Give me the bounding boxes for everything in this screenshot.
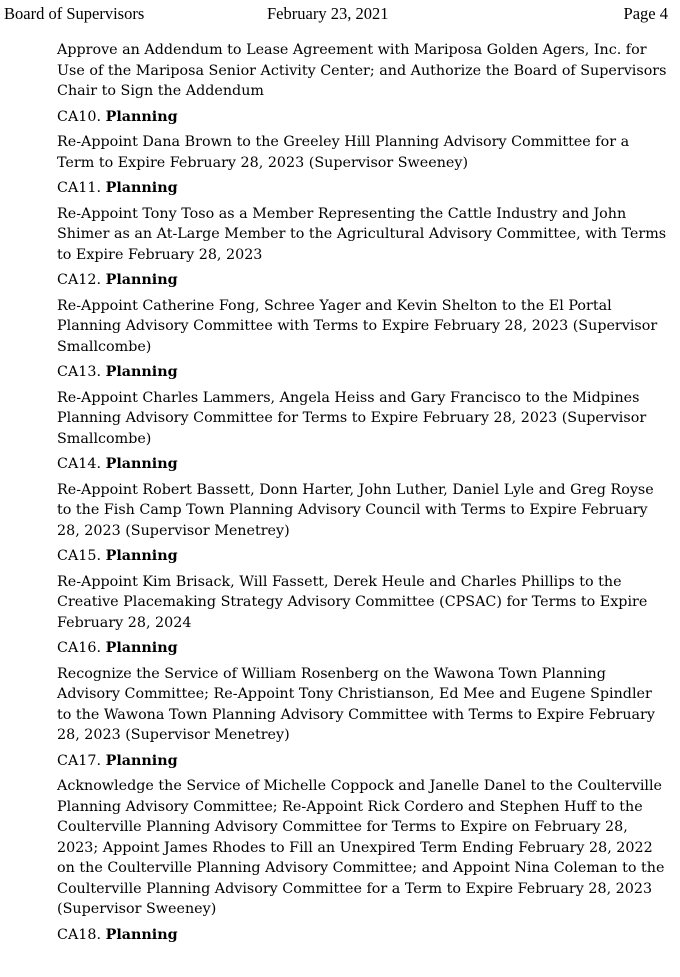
agenda-item-department: Planning xyxy=(105,108,178,125)
agenda-item xyxy=(57,454,669,541)
page-header xyxy=(4,4,668,26)
agenda-item-description: Re-Appoint Charles Lammers, Angela Heiss and Gary Francisco to the Midpines Planning Advisory Committee for Terms to Expire February 28, 2023 (Supervisor Smallcombe) xyxy=(57,389,647,447)
header-page-number: Page 4 xyxy=(623,4,668,23)
agenda-item-department: Planning xyxy=(105,180,178,196)
agenda-item-number: CA18. xyxy=(57,926,102,943)
agenda-item-title xyxy=(57,454,669,475)
header-meeting-date: February 23, 2021 xyxy=(267,4,389,23)
consent-agenda-items xyxy=(57,107,669,946)
agenda-item-description: Re-Appoint Catherine Fong, Schree Yager and Kevin Shelton to the El Portal Planning Advisory Committee with Terms to Expire February 28, 2023 (Supervisor Smallcombe) xyxy=(57,297,658,355)
agenda-item xyxy=(57,178,669,265)
agenda-item-description: Re-Appoint Tony Toso as a Member Representing the Cattle Industry and John Shimer as an At-Large Member to the Agricultural Advisory Committee, with Terms to Expire February 28, 2023 xyxy=(57,205,667,263)
agenda-item-number: CA12. xyxy=(57,272,102,288)
agenda-item xyxy=(57,107,669,174)
agenda-item-number: CA16. xyxy=(57,640,102,656)
agenda-item-number: CA17. xyxy=(57,752,102,769)
header-board-name: Board of Supervisors xyxy=(4,4,145,23)
agenda-item-number: CA13. xyxy=(57,364,102,380)
agenda-item-description: Recognize the Service of William Rosenberg on the Wawona Town Planning Advisory Committee; Re-Appoint Tony Christianson, Ed Mee and Eugene Spindler to the Wawona Town Planning Advisory Committee with Terms to Expire February 28, 2023 (Supervisor Menetrey) xyxy=(57,665,655,743)
agenda-item-department: Planning xyxy=(105,640,178,656)
agenda-item-department: Planning xyxy=(105,456,178,472)
agenda-item-title xyxy=(57,178,669,199)
agenda-item-number: CA11. xyxy=(57,180,102,196)
agenda-item-number: CA10. xyxy=(57,108,102,125)
agenda-item-description: Re-Appoint Kim Brisack, Will Fassett, Derek Heule and Charles Phillips to the Creative Placemaking Strategy Advisory Committee (CPSAC) for Terms to Expire February 28, 2024 xyxy=(57,573,648,631)
agenda-item-title xyxy=(57,270,669,291)
agenda-item-department: Planning xyxy=(105,752,178,769)
agenda-item-department: Planning xyxy=(105,548,178,564)
agenda-content xyxy=(57,40,669,950)
agenda-item xyxy=(57,751,669,920)
agenda-item-description: Re-Appoint Dana Brown to the Greeley Hill Planning Advisory Committee for a Term to Expire February 28, 2023 (Supervisor Sweeney) xyxy=(57,134,630,171)
agenda-item-title xyxy=(57,925,669,946)
agenda-item-department: Planning xyxy=(105,272,178,288)
agenda-item-description: Re-Appoint Robert Bassett, Donn Harter, John Luther, Daniel Lyle and Greg Royse to the Fish Camp Town Planning Advisory Council with Terms to Expire February 28, 2023 (Supervisor Menetrey) xyxy=(57,481,654,539)
agenda-item xyxy=(57,638,669,746)
agenda-item-description: Acknowledge the Service of Michelle Coppock and Janelle Danel to the Coulterville Planning Advisory Committee; Re-Appoint Rick Cordero and Stephen Huff to the Coulterville Planning Advisory Committee for Terms to Expire on February 28, 2023; Appoint James Rhodes to Fill an Unexpired Term Ending February 28, 2022 on the Coulterville Planning Advisory Committee; and Appoint Nina Coleman to the Coulterville Planning Advisory Committee for a Term to Expire February 28, 2023 (Supervisor Sweeney) xyxy=(57,778,665,917)
agenda-item xyxy=(57,362,669,449)
agenda-item-department: Planning xyxy=(105,926,178,943)
agenda-item-title xyxy=(57,638,669,659)
agenda-item-title xyxy=(57,546,669,567)
agenda-item-number: CA14. xyxy=(57,456,102,472)
agenda-item xyxy=(57,270,669,357)
agenda-item-number: CA15. xyxy=(57,548,102,564)
intro-item-description: Approve an Addendum to Lease Agreement with Mariposa Golden Agers, Inc. for Use of the Mariposa Senior Activity Center; and Authorize the Board of Supervisors Chair to Sign the Addendum xyxy=(57,42,667,99)
agenda-item-title xyxy=(57,362,669,383)
agenda-item-department: Planning xyxy=(105,364,178,380)
agenda-item-title xyxy=(57,751,669,772)
agenda-item xyxy=(57,546,669,633)
agenda-item-title xyxy=(57,107,669,128)
agenda-item xyxy=(57,925,669,946)
